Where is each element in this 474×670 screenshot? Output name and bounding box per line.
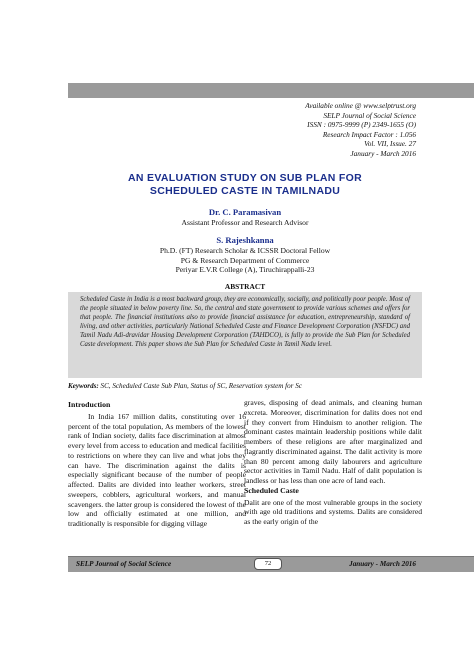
masthead-journal: SELP Journal of Social Science — [323, 110, 416, 120]
introduction-paragraph: In India 167 million dalits, constituting over 16 percent of the total population, As members of the lowest rank of Indian society, dalits face discrimination at almost every level from access to education and medical facilities to restrictions on where they can live and what jobs they can have. The discrimination against the dalits is especially significant because of the number of people affected. Dalits are divided into leather workers, street sweepers, cobblers, agricultural workers, and manual scavengers. the latter group is considered the lowest of the low and officially estimated at one million, and traditionally is responsible for digging village — [68, 411, 246, 528]
header-bar — [68, 83, 474, 98]
section-heading-introduction: Introduction — [68, 400, 111, 409]
keywords-text: SC, Scheduled Caste Sub Plan, Status of SC, Reservation system for Sc — [98, 382, 302, 390]
author-affiliation: Ph.D. (FT) Research Scholar & ICSSR Doctoral Fellow — [159, 246, 331, 255]
author-affiliation: PG & Research Department of Commerce — [180, 255, 310, 265]
page-number: 72 — [254, 558, 282, 570]
abstract-heading: ABSTRACT — [224, 282, 266, 291]
author-block-1 — [68, 207, 422, 228]
author-affiliation: Periyar E.V.R College (A), Tiruchirappalli-23 — [175, 265, 315, 275]
title-line-2: SCHEDULED CASTE IN TAMILNADU — [149, 184, 341, 197]
author-name-2: S. Rajeshkanna — [216, 235, 274, 245]
keywords-label: Keywords: — [68, 382, 99, 390]
masthead-impact-factor: Research Impact Factor : 1.056 — [322, 129, 416, 139]
journal-masthead — [305, 101, 416, 159]
masthead-date: January - March 2016 — [350, 148, 416, 158]
right-column — [244, 398, 422, 527]
footer-journal-name: SELP Journal of Social Science — [76, 560, 172, 568]
footer-date: January - March 2016 — [349, 560, 416, 568]
title-line-1: AN EVALUATION STUDY ON SUB PLAN FOR — [128, 172, 362, 184]
keywords-line — [68, 382, 422, 391]
author-block-2 — [68, 235, 422, 275]
author-affiliation: Assistant Professor and Research Advisor — [181, 218, 309, 227]
masthead-availability: Available online @ www.selptrust.org — [305, 101, 416, 110]
left-column — [68, 400, 246, 529]
author-name-1: Dr. C. Paramasivan — [208, 207, 282, 217]
section-heading-scheduled-caste: Scheduled Caste — [244, 485, 299, 495]
body-paragraph: Dalit are one of the most vulnerable groups in the society with age old traditions and systems. Dalits are considered as the early origin of the — [244, 497, 422, 526]
body-paragraph: graves, disposing of dead animals, and cleaning human excreta. Moreover, discrimination for dalits does not end if they convert from Hinduism to another religion. The dominant castes maintain leadership positions while dalit members of these religions are after marginalized and flagrantly discriminated against. The dalit activity is more than 80 percent among daily labourers and agriculture sector activities in Tamil Nadu. Half of dalit population is landless or has less than one acre of land each. — [244, 398, 422, 485]
abstract-text: Scheduled Caste in India is a most backward group, they are economically, socially, and politically poor people. Most of the people situated in below poverty line. So, the central and state government to provide various schemes and offers for that people. The financial institutions also to provide financial assistance for education, entrepreneurship, standard of living, and other activities, particularly National Scheduled Caste and Finance Development Corporation (NSFDC) and Tamil Nadu Adi-dravidar Housing Development Corporation (TAHDCO), is fully to provide the Sub Plan for Scheduled Caste development. This paper shows the Sub Plan for Scheduled Caste in Tamil Nadu level. — [68, 292, 422, 378]
masthead-volume: Vol. VII, Issue. 27 — [364, 139, 416, 149]
paper-title — [68, 172, 422, 197]
masthead-issn: ISSN : 0975-9999 (P) 2349-1655 (O) — [307, 120, 416, 130]
footer-bar — [68, 556, 474, 572]
